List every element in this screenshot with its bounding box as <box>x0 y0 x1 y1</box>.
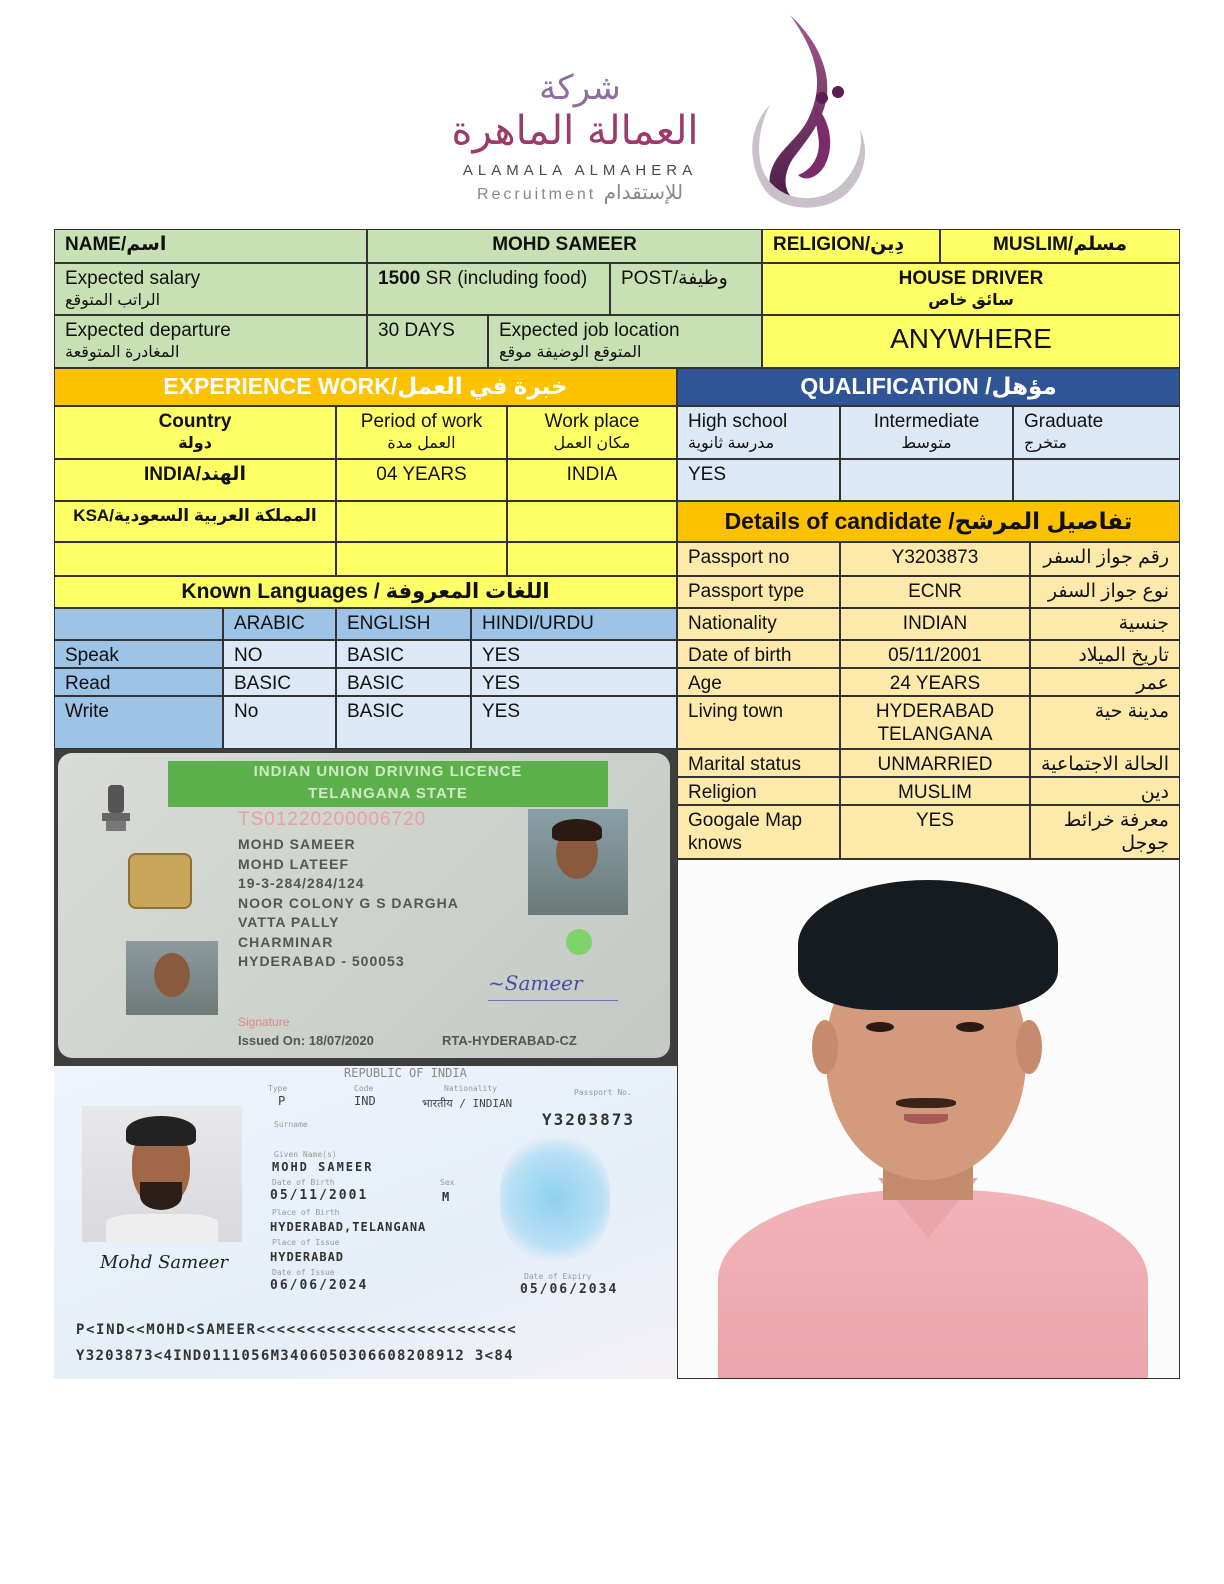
qual-intermediate-ar: متوسط <box>901 434 952 452</box>
qual-graduate-en: Graduate <box>1024 411 1104 432</box>
emblem-icon <box>98 783 134 835</box>
lang-row-write-arabic: No <box>223 696 336 749</box>
logo-emblem-icon <box>730 10 880 220</box>
departure-label-en: Expected departure <box>65 320 231 341</box>
licence-line-7: HYDERABAD - 500053 <box>238 953 405 969</box>
passport-ghost-image <box>500 1134 610 1264</box>
location-label-en: Expected job location <box>499 320 680 341</box>
location-label <box>488 315 762 368</box>
chip-icon <box>128 853 192 909</box>
passport-surname-label: Surname <box>274 1120 308 1129</box>
qual-high-school-value: YES <box>677 459 840 501</box>
salary-value <box>367 263 610 315</box>
exp-row-2-place <box>507 501 677 542</box>
qual-graduate-value <box>1013 459 1180 501</box>
passport-image <box>54 1066 677 1379</box>
licence-photo-large-hair <box>552 819 602 841</box>
exp-row-2-period <box>336 501 507 542</box>
passport-type: P <box>278 1094 286 1108</box>
passport-name: MOHD SAMEER <box>272 1160 374 1174</box>
exp-col-period-en: Period of work <box>360 411 483 432</box>
passport-doi: 06/06/2024 <box>270 1278 369 1293</box>
licence-title-1: INDIAN UNION DRIVING LICENCE <box>253 763 523 780</box>
detail-arabic-6: الحالة الاجتماعية <box>1030 749 1180 777</box>
passport-number-label: Passport No. <box>574 1088 632 1097</box>
experience-title: EXPERIENCE WORK/خبرة في العمل <box>54 368 677 406</box>
passport-code: IND <box>354 1094 376 1108</box>
salary-label-en: Expected salary <box>65 268 201 289</box>
driving-licence-image <box>54 749 677 1066</box>
detail-arabic-7: دين <box>1030 777 1180 805</box>
passport-type-label: Type <box>268 1084 288 1093</box>
qual-col-intermediate <box>840 406 1013 459</box>
logo-recruitment-en: Recruitment <box>476 186 597 203</box>
detail-label-1: Passport type <box>677 576 840 608</box>
portrait-mustache <box>896 1098 956 1108</box>
detail-value-2: INDIAN <box>840 608 1030 640</box>
detail-value-6: UNMARRIED <box>840 749 1030 777</box>
portrait-left-eye <box>866 1022 894 1032</box>
salary-amount: 1500 <box>378 268 421 289</box>
detail-value-0: Y3203873 <box>840 542 1030 576</box>
location-label-ar: المتوقع الوضيفة موقع <box>499 343 642 361</box>
passport-dob-label: Date of Birth <box>272 1178 335 1187</box>
licence-rta: RTA-HYDERABAD-CZ <box>442 1033 577 1048</box>
exp-row-3-country <box>54 542 336 576</box>
detail-label-2: Nationality <box>677 608 840 640</box>
languages-title: Known Languages / اللغات المعروفة <box>54 576 677 608</box>
detail-value-3: 05/11/2001 <box>840 640 1030 668</box>
exp-col-period-ar: العمل مدة <box>387 434 456 452</box>
passport-nationality-label: Nationality <box>444 1084 497 1093</box>
detail-label-8: Googale Map knows <box>677 805 840 859</box>
detail-arabic-0: رقم جواز السفر <box>1030 542 1180 576</box>
passport-pob-label: Place of Birth <box>272 1208 340 1217</box>
passport-mrz-line-2: Y3203873<4IND0111056M3406050306608208912 3<84 <box>76 1348 514 1364</box>
detail-arabic-4: عمر <box>1030 668 1180 696</box>
passport-number: Y3203873 <box>542 1110 636 1129</box>
lang-row-read-arabic: BASIC <box>223 668 336 696</box>
lang-row-speak-english: BASIC <box>336 640 471 668</box>
exp-row-2-country: KSA/المملكة العربية السعودية <box>54 501 336 542</box>
passport-nationality: भारतीय / INDIAN <box>422 1097 513 1110</box>
salary-label <box>54 263 367 315</box>
exp-col-country-en: Country <box>158 411 232 432</box>
passport-holder-photo <box>82 1106 242 1242</box>
licence-line-5: VATTA PALLY <box>238 914 340 930</box>
qualification-title: QUALIFICATION /مؤهل <box>677 368 1180 406</box>
detail-value-5: HYDERABAD TELANGANA <box>840 696 1030 749</box>
detail-value-4: 24 YEARS <box>840 668 1030 696</box>
post-value-ar: سائق خاص <box>928 291 1014 309</box>
qual-high-school-en: High school <box>688 411 788 432</box>
company-logo <box>420 10 880 220</box>
exp-col-period <box>336 406 507 459</box>
portrait-left-ear <box>812 1020 838 1074</box>
passport-photo-hair <box>126 1116 196 1146</box>
licence-address-block <box>238 835 459 972</box>
salary-label-ar: الراتب المتوقع <box>65 291 161 309</box>
religion-value: MUSLIM/مسلم <box>940 229 1180 263</box>
licence-line-6: CHARMINAR <box>238 933 334 950</box>
passport-sex: M <box>442 1190 450 1204</box>
detail-label-3: Date of birth <box>677 640 840 668</box>
location-value: ANYWHERE <box>762 315 1180 368</box>
exp-col-place <box>507 406 677 459</box>
detail-label-6: Marital status <box>677 749 840 777</box>
departure-value: 30 DAYS <box>367 315 488 368</box>
portrait-right-ear <box>1016 1020 1042 1074</box>
licence-photo-small-face <box>154 953 190 997</box>
passport-code-label: Code <box>354 1084 374 1093</box>
licence-line-4: NOOR COLONY G S DARGHA <box>238 894 459 911</box>
logo-english-name: ALAMALA ALMAHERA <box>462 162 698 179</box>
lang-row-speak-skill: Speak <box>54 640 223 668</box>
qual-col-graduate <box>1013 406 1180 459</box>
passport-poi-label: Place of Issue <box>272 1238 340 1247</box>
exp-row-1-country: INDIA/الهند <box>54 459 336 501</box>
qual-intermediate-en: Intermediate <box>873 411 980 432</box>
passport-poi: HYDERABAD <box>270 1250 345 1264</box>
licence-holder-signature: ~Sameer <box>488 971 618 1001</box>
licence-line-1: MOHD SAMEER <box>238 836 356 852</box>
detail-label-0: Passport no <box>677 542 840 576</box>
exp-col-country <box>54 406 336 459</box>
qual-col-high-school <box>677 406 840 459</box>
lang-header-hindi: HINDI/URDU <box>471 608 677 640</box>
detail-label-5: Living town <box>677 696 840 749</box>
post-label: POST/وظيفة <box>610 263 762 315</box>
exp-row-1-place: INDIA <box>507 459 677 501</box>
lang-row-read-hindi: YES <box>471 668 677 696</box>
passport-doe-label: Date of Expiry <box>524 1272 592 1281</box>
portrait-hair <box>798 880 1058 1010</box>
exp-col-place-ar: مكان العمل <box>553 434 631 452</box>
departure-label-ar: المغادرة المتوقعة <box>65 343 180 361</box>
licence-header-band <box>168 761 608 807</box>
lang-row-speak-arabic: NO <box>223 640 336 668</box>
passport-given-label: Given Name(s) <box>274 1150 337 1159</box>
name-label: NAME/اسم <box>54 229 367 263</box>
detail-arabic-8: معرفة خرائط جوجل <box>1030 805 1180 859</box>
lang-header-english: ENGLISH <box>336 608 471 640</box>
lang-row-read-skill: Read <box>54 668 223 696</box>
candidate-portrait <box>677 859 1180 1379</box>
detail-arabic-3: تاريخ الميلاد <box>1030 640 1180 668</box>
lang-header-arabic: ARABIC <box>223 608 336 640</box>
licence-issued: Issued On: 18/07/2020 <box>238 1033 374 1048</box>
logo-recruitment <box>430 180 730 205</box>
licence-card <box>58 753 670 1058</box>
salary-rest: SR (including food) <box>420 268 588 289</box>
passport-photo-beard <box>140 1182 182 1210</box>
logo-arabic-main: العمالة الماهرة <box>451 108 699 154</box>
portrait-mouth <box>904 1114 948 1124</box>
passport-mrz-line-1: P<IND<<MOHD<SAMEER<<<<<<<<<<<<<<<<<<<<<<<<<< <box>76 1322 518 1338</box>
passport-sex-label: Sex <box>440 1178 455 1187</box>
lang-row-write-skill: Write <box>54 696 223 749</box>
passport-dob: 05/11/2001 <box>270 1188 369 1203</box>
detail-arabic-1: نوع جواز السفر <box>1030 576 1180 608</box>
detail-value-8: YES <box>840 805 1030 859</box>
qual-intermediate-value <box>840 459 1013 501</box>
detail-label-4: Age <box>677 668 840 696</box>
post-value <box>762 263 1180 315</box>
passport-pob: HYDERABAD,TELANGANA <box>270 1220 427 1234</box>
lang-row-write-hindi: YES <box>471 696 677 749</box>
exp-col-place-en: Work place <box>544 411 640 432</box>
name-value: MOHD SAMEER <box>367 229 762 263</box>
religion-label: RELIGION/دِين <box>762 229 940 263</box>
licence-photo-large <box>528 809 628 915</box>
exp-col-country-ar: دولة <box>178 434 212 452</box>
detail-arabic-5: مدينة حية <box>1030 696 1180 749</box>
licence-line-2: MOHD LATEEF <box>238 855 350 872</box>
detail-value-1: ECNR <box>840 576 1030 608</box>
lang-row-write-english: BASIC <box>336 696 471 749</box>
licence-photo-small <box>126 941 218 1015</box>
passport-photo-shirt <box>106 1214 218 1242</box>
lang-header-blank <box>54 608 223 640</box>
passport-republic: REPUBLIC OF INDIA <box>344 1066 467 1080</box>
licence-signature-label: Signature <box>238 1015 290 1029</box>
detail-arabic-2: جنسية <box>1030 608 1180 640</box>
licence-title-2: TELANGANA STATE <box>308 785 468 802</box>
hologram-dot <box>566 929 592 955</box>
logo-arabic-top: شركة <box>539 68 621 108</box>
departure-label <box>54 315 367 368</box>
details-title: Details of candidate /تفاصيل المرشح <box>677 501 1180 542</box>
post-value-en: HOUSE DRIVER <box>898 268 1044 289</box>
licence-number: TS01220200006720 <box>238 809 427 830</box>
qual-graduate-ar: متخرج <box>1024 434 1067 452</box>
exp-row-3-period <box>336 542 507 576</box>
passport-signature: Mohd Sameer <box>100 1252 229 1273</box>
lang-row-speak-hindi: YES <box>471 640 677 668</box>
passport-doi-label: Date of Issue <box>272 1268 335 1277</box>
qual-high-school-ar: مدرسة ثانوية <box>688 434 775 452</box>
passport-doe: 05/06/2034 <box>520 1282 619 1297</box>
lang-row-read-english: BASIC <box>336 668 471 696</box>
exp-row-3-place <box>507 542 677 576</box>
logo-recruitment-ar: للإستقدام <box>603 182 684 204</box>
detail-value-7: MUSLIM <box>840 777 1030 805</box>
exp-row-1-period: 04 YEARS <box>336 459 507 501</box>
detail-label-7: Religion <box>677 777 840 805</box>
licence-line-3: 19-3-284/284/124 <box>238 875 365 891</box>
portrait-right-eye <box>956 1022 984 1032</box>
